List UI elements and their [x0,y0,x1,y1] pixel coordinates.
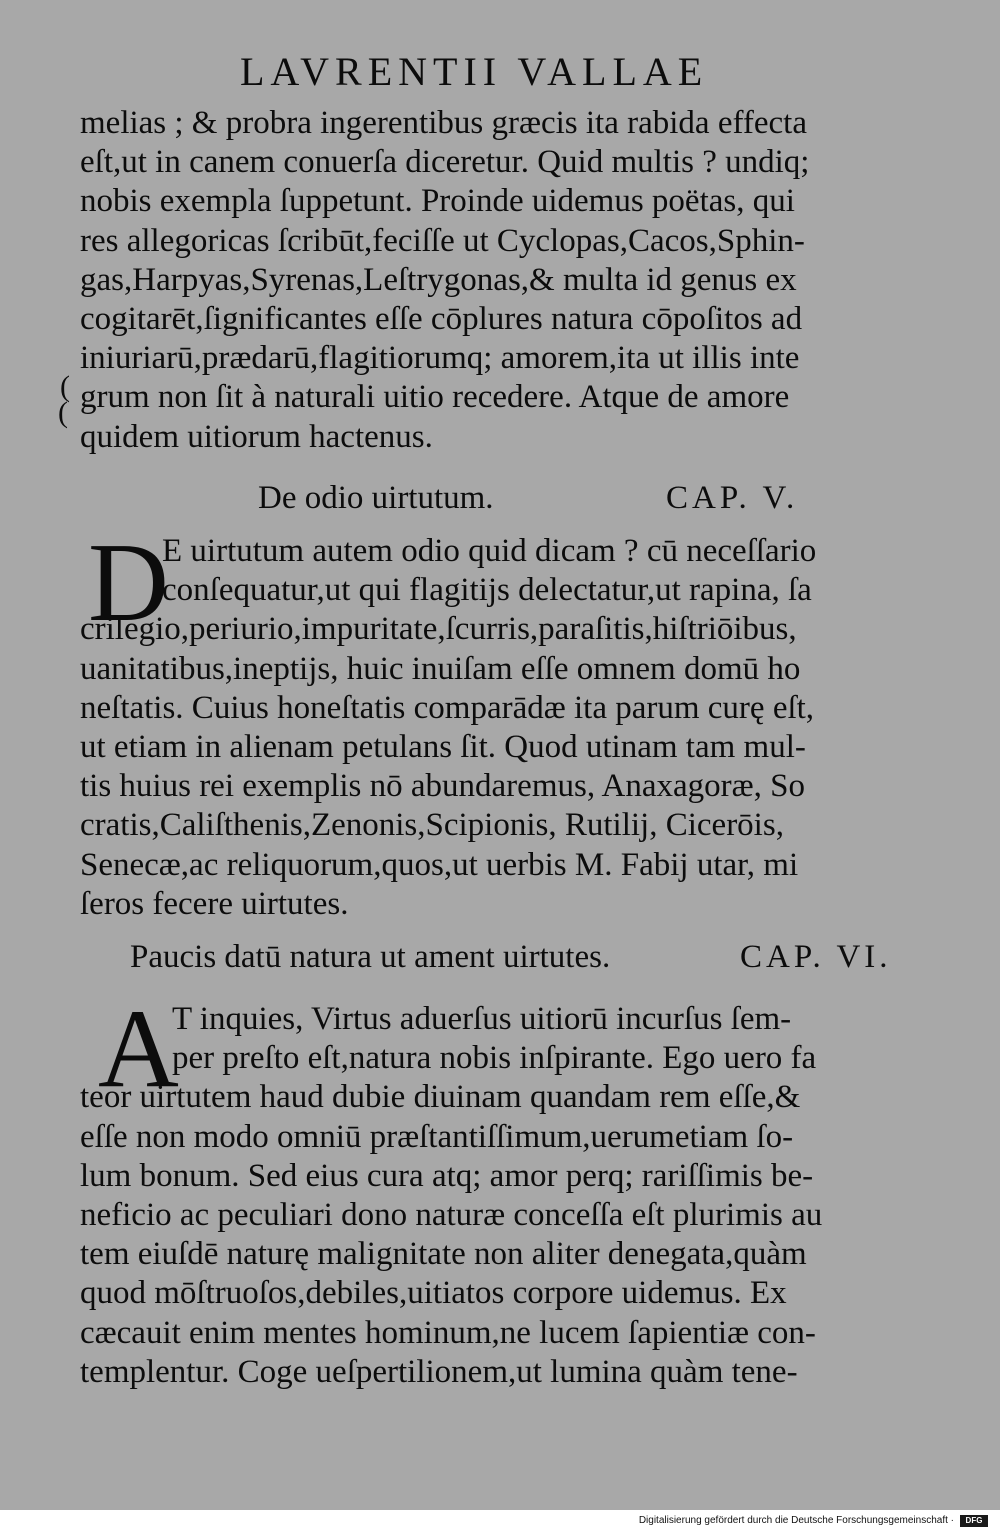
text-line: iniuriarū,prædarū,flagitiorumq; amorem,ita ut illis inte [80,340,800,377]
footer-bar [0,1510,1000,1532]
dfg-logo: DFG [960,1515,988,1527]
text-line: grum non ſit à naturali uitio recedere. Atque de amore [80,379,790,416]
text-line: ſeros fecere uirtutes. [80,885,349,922]
text-line: teor uirtutem haud dubie diuinam quandam rem eſſe,& [80,1079,801,1116]
text-line: neficio ac peculiari dono naturæ conceſſa eſt plurimis au [80,1196,823,1233]
text-line: ut etiam in alienam petulans ſit. Quod utinam tam mul- [80,728,806,765]
text-line: uanitatibus,ineptijs, huic inuiſam eſſe omnem domū ho [80,650,801,687]
chapter-6-title: Paucis datū natura ut ament uirtutes. [130,939,611,975]
text-line: quidem uitiorum hactenus. [80,418,433,455]
text-line: conſequatur,ut qui flagitijs delectatur,ut rapina, ſa [162,572,812,609]
text-line: cogitarēt,ſignificantes eſſe cōplures natura cōpoſitos ad [80,300,803,337]
text-line: Senecæ,ac reliquorum,quos,ut uerbis M. Fabij utar, mi [80,846,799,883]
text-line: neſtatis. Cuius honeſtatis comparādæ ita parum curę eſt, [80,689,815,726]
text-line: res allegoricas ſcribūt,feciſſe ut Cyclopas,Cacos,Sphin- [80,222,805,259]
text-line: per preſto eſt,natura nobis inſpirante. Ego uero fa [172,1040,817,1077]
text-line: cæcauit enim mentes hominum,ne lucem ſapientiæ con- [80,1314,816,1351]
margin-mark: ( [58,396,68,429]
text-line: E uirtutum autem odio quid dicam ? cū neceſſario [162,533,817,569]
chapter-5-title: De odio uirtutum. [258,480,494,516]
text-line: gas,Harpyas,Syrenas,Leſtrygonas,& multa id genus ex [80,261,797,298]
text-line: eſt,ut in canem conuerſa diceretur. Quid multis ? undiq; [80,144,810,181]
text-line: tem eiuſdē naturę malignitate non aliter denegata,quàm [80,1236,807,1273]
text-line: templentur. Coge ueſpertilionem,ut lumina quàm tene- [80,1353,798,1390]
chapter-6-number: CAP. VI. [740,939,892,975]
text-line: nobis exempla ſuppetunt. Proinde uidemus poëtas, qui [80,183,795,220]
funding-notice: Digitalisierung gefördert durch die Deutsche Forschungsgemeinschaft · [638,1515,954,1526]
margin-mark: ( [60,370,70,403]
chapter-6-text [80,1000,940,1392]
text-line: tis huius rei exemplis nō abundaremus, Anaxagoræ, So [80,768,805,805]
text-line: eſſe non modo omniū præſtantiſſimum,uerumetiam ſo- [80,1118,794,1155]
paragraph-1 [80,104,940,457]
text-line: melias ; & probra ingerentibus græcis ita rabida effecta [80,105,807,141]
text-line: cratis,Caliſthenis,Zenonis,Scipionis, Rutilij, Cicerōis, [80,807,784,844]
chapter-5-dropcap: D [88,538,169,628]
chapter-5-text [80,532,940,924]
chapter-6-dropcap: A [98,1004,179,1094]
text-line: T inquies, Virtus aduerſus uitiorū incurſus ſem- [172,1001,792,1037]
running-head: LAVRENTII VALLAE [240,49,709,94]
text-line: crilegio,periurio,impuritate,ſcurris,paraſitis,hiſtriōibus, [80,611,797,648]
text-line: lum bonum. Sed eius cura atq; amor perq; rariſſimis be- [80,1157,814,1194]
chapter-5-number: CAP. V. [666,480,799,516]
text-line: quod mōſtruoſos,debiles,uitiatos corpore uidemus. Ex [80,1275,787,1312]
